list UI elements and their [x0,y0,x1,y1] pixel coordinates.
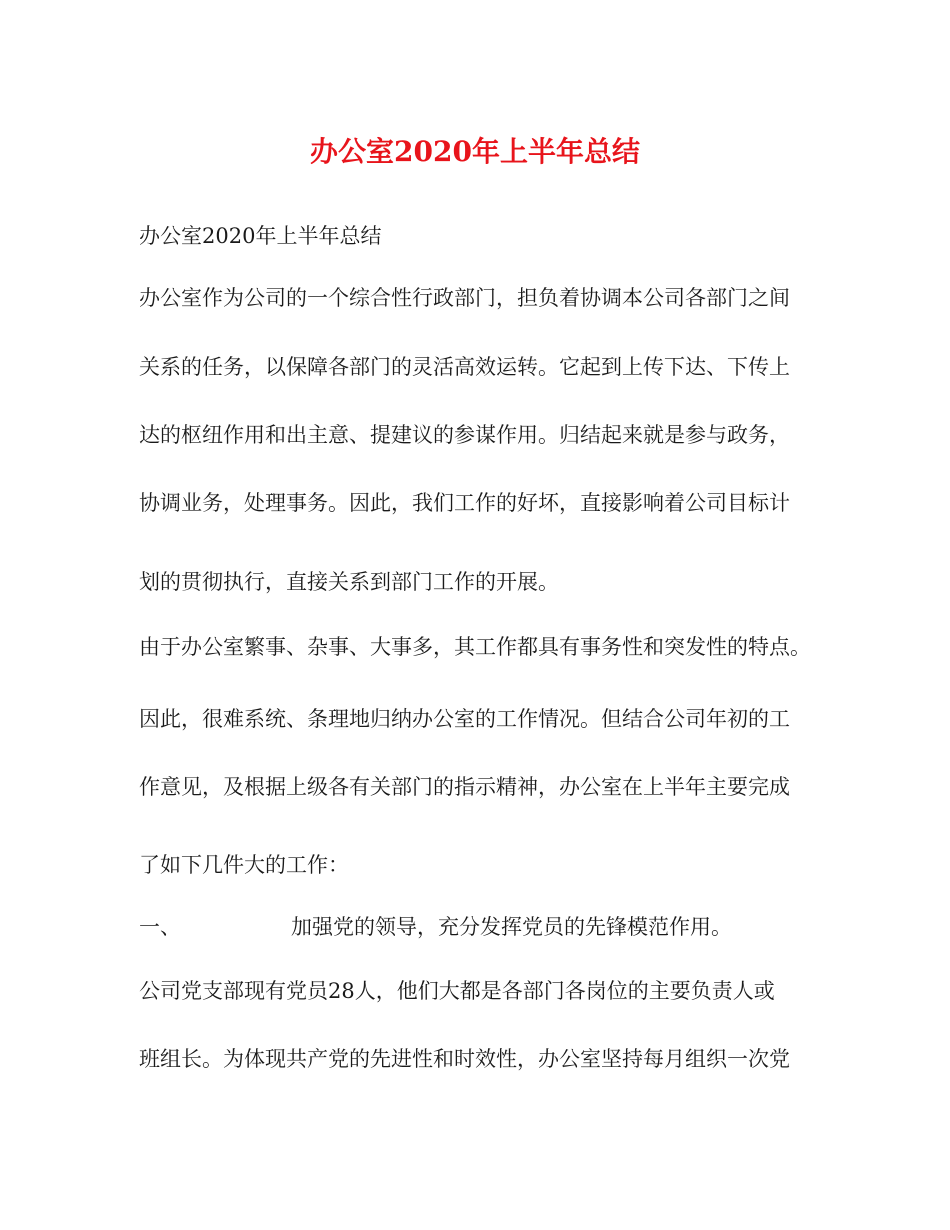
paragraph-line: 办公室作为公司的一个综合性行政部门，担负着协调本公司各部门之间 [139,286,790,310]
paragraph-line: 达的枢纽作用和出主意、提建议的参谋作用。归结起来就是参与政务， [139,423,790,447]
paragraph-line: 协调业务，处理事务。因此，我们工作的好坏，直接影响着公司目标计 [139,491,790,515]
section-number: 一、 [139,915,181,939]
paragraph-line: 公司党支部现有党员28人，他们大都是各部门各岗位的主要负责人或 [139,979,775,1003]
document-title: 办公室2020年上半年总结 [310,135,640,168]
paragraph-line: 班组长。为体现共产党的先进性和时效性，办公室坚持每月组织一次党 [139,1047,790,1071]
document-subtitle: 办公室2020年上半年总结 [139,224,382,248]
paragraph-line: 划的贯彻执行，直接关系到部门工作的开展。 [139,570,559,594]
paragraph-line: 因此，很难系统、条理地归纳办公室的工作情况。但结合公司年初的工 [139,707,790,731]
section-heading-text: 加强党的领导，充分发挥党员的先锋模范作用。 [291,915,732,939]
paragraph-line: 由于办公室繁事、杂事、大事多，其工作都具有事务性和突发性的特点。 [139,635,811,659]
paragraph-line: 作意见，及根据上级各有关部门的指示精神，办公室在上半年主要完成 [139,775,790,799]
paragraph-line: 了如下几件大的工作： [139,853,349,877]
section-heading [139,912,732,942]
paragraph-line: 关系的任务，以保障各部门的灵活高效运转。它起到上传下达、下传上 [139,355,790,379]
